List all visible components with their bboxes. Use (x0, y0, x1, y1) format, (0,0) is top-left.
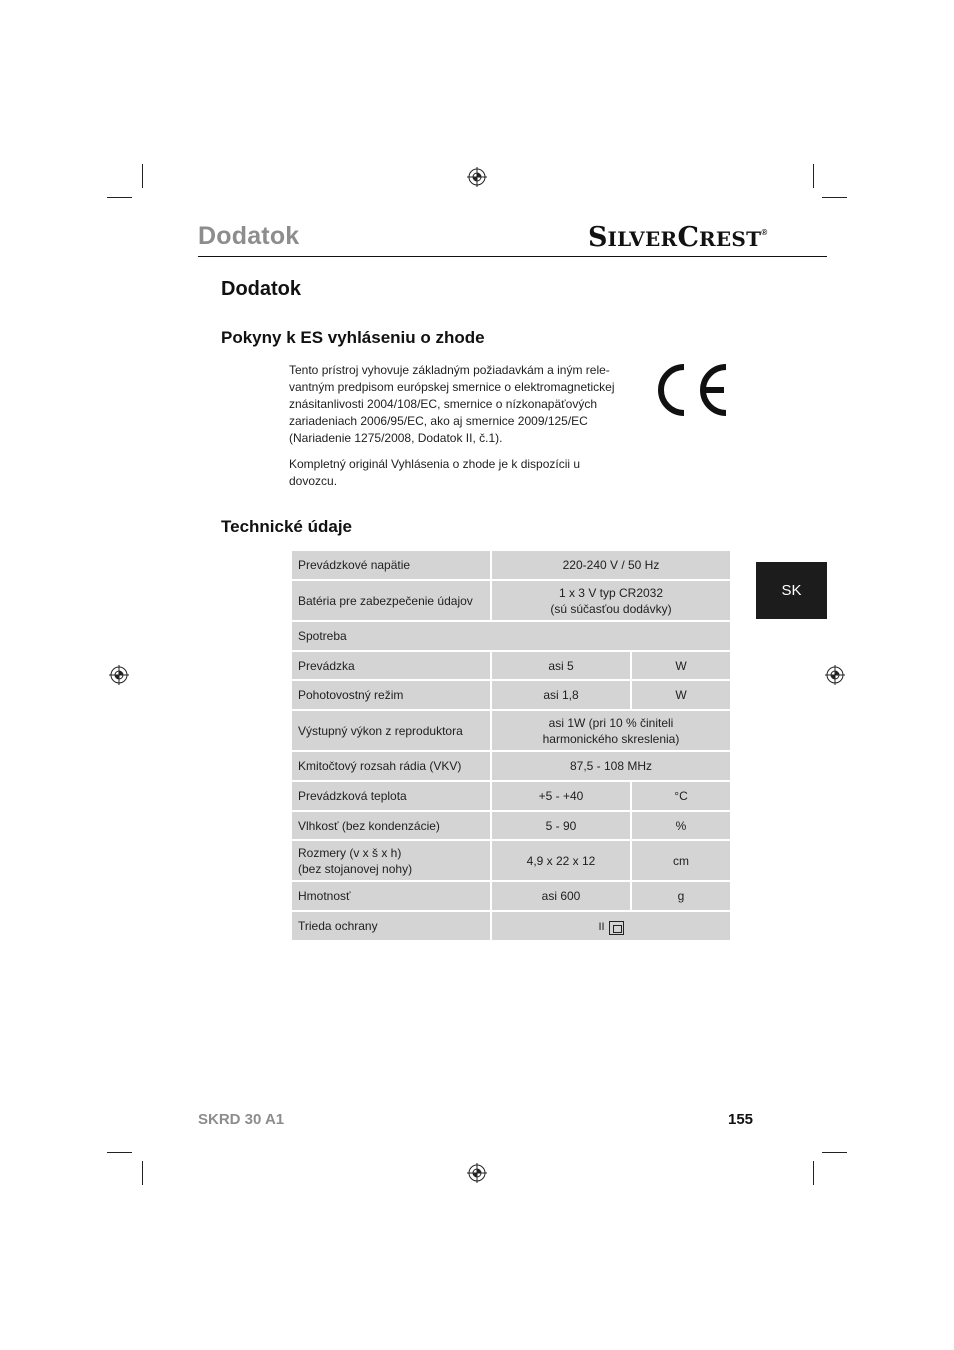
specs-heading: Technické údaje (221, 517, 353, 536)
spec-value: 220-240 V / 50 Hz (491, 550, 731, 580)
crop-mark (822, 197, 847, 198)
spec-value: 87,5 - 108 MHz (491, 751, 731, 781)
table-row (291, 550, 731, 580)
brand-logo: SILVERCREST® (588, 222, 768, 253)
crop-mark (107, 1152, 132, 1153)
table-row (291, 580, 731, 621)
spec-label: Hmotnosť (291, 881, 491, 911)
table-row (291, 911, 731, 941)
table-row (291, 621, 731, 651)
spec-value: asi 5 (491, 651, 631, 680)
spec-value: asi 1,8 (491, 680, 631, 710)
crop-mark (813, 164, 814, 188)
page-number: 155 (728, 1111, 754, 1128)
footer-model: SKRD 30 A1 (198, 1111, 285, 1128)
table-row (291, 751, 731, 781)
table-row (291, 881, 731, 911)
spec-label: Batéria pre zabezpečenie údajov (291, 580, 491, 621)
availability-paragraph: Kompletný originál Vyhlásenia o zhode je k dispozícii u dovozcu. (289, 457, 581, 488)
spec-value: asi 1W (pri 10 % činiteli harmonického skreslenia) (491, 710, 731, 751)
spec-label: Prevádzkové napätie (291, 550, 491, 580)
spec-value: 1 x 3 V typ CR2032 (sú súčasťou dodávky) (491, 580, 731, 621)
spec-unit: W (631, 651, 731, 680)
declaration-paragraph: Tento prístroj vyhovuje základným požiadavkám a iným rele- vantným predpisom európskej smernice o elektromagnetickej znásitanlivosti 2004/108/EC, smernice o nízkonapäťových zariadeniach 2006/95/EC, ako aj smernice 2009/125/EC (Nariadenie 1275/2008, Dodatok II, č.1). (289, 363, 615, 445)
section-title: Dodatok (221, 278, 301, 300)
spec-unit: °C (631, 781, 731, 811)
spec-unit: g (631, 881, 731, 911)
spec-label: Vlhkosť (bez kondenzácie) (291, 811, 491, 840)
spec-label: Rozmery (v x š x h) (bez stojanovej nohy) (291, 840, 491, 881)
spec-unit: % (631, 811, 731, 840)
spec-group-label: Spotreba (291, 621, 731, 651)
spec-label: Prevádzka (291, 651, 491, 680)
crop-mark (813, 1161, 814, 1185)
table-row (291, 781, 731, 811)
spec-unit: cm (631, 840, 731, 881)
crop-mark (142, 1161, 143, 1185)
table-row (291, 680, 731, 710)
spec-value: 4,9 x 22 x 12 (491, 840, 631, 881)
registration-mark-icon (467, 1163, 487, 1183)
language-tab: SK (756, 562, 827, 619)
ce-mark-icon (654, 362, 730, 418)
spec-value: 5 - 90 (491, 811, 631, 840)
table-row (291, 651, 731, 680)
spec-label: Prevádzková teplota (291, 781, 491, 811)
header-title: Dodatok (198, 222, 300, 250)
spec-label: Kmitočtový rozsah rádia (VKV) (291, 751, 491, 781)
registration-mark-icon (467, 167, 487, 187)
spec-label: Výstupný výkon z reproduktora (291, 710, 491, 751)
spec-value: asi 600 (491, 881, 631, 911)
table-row (291, 840, 731, 881)
protection-class-ii-icon: II (598, 919, 623, 935)
declaration-heading: Pokyny k ES vyhláseniu o zhode (221, 328, 485, 347)
crop-mark (107, 197, 132, 198)
header-divider (198, 256, 827, 257)
crop-mark (142, 164, 143, 188)
spec-unit: W (631, 680, 731, 710)
spec-value: +5 - +40 (491, 781, 631, 811)
crop-mark (822, 1152, 847, 1153)
registration-mark-icon (109, 665, 129, 685)
table-row (291, 811, 731, 840)
specs-table (290, 549, 732, 942)
table-row (291, 710, 731, 751)
registration-mark-icon (825, 665, 845, 685)
spec-label: Pohotovostný režim (291, 680, 491, 710)
spec-value (491, 911, 731, 941)
spec-label: Trieda ochrany (291, 911, 491, 941)
